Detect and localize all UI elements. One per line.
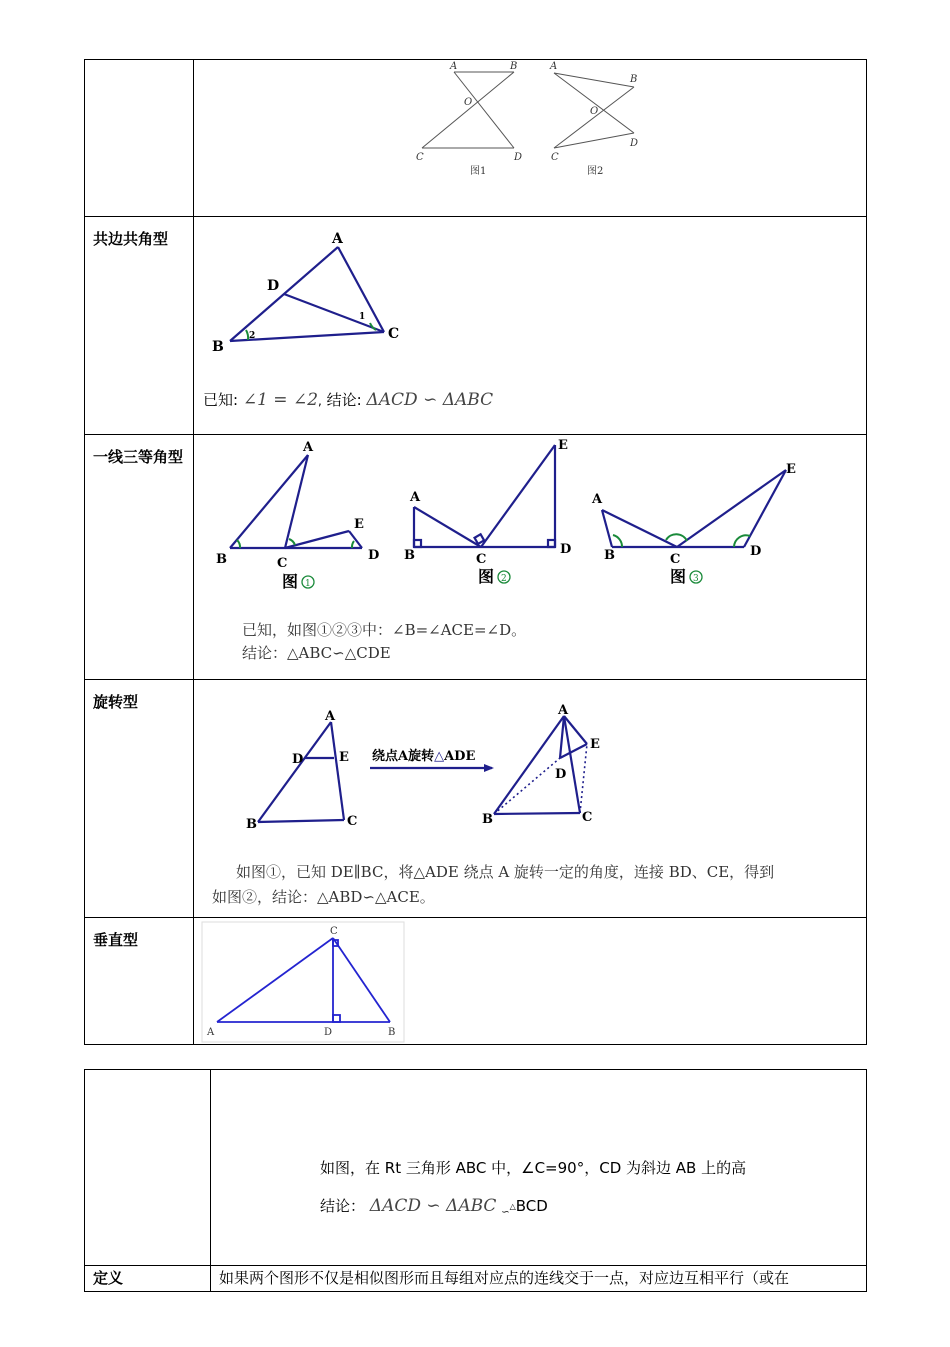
row-label: 定义 (85, 1266, 211, 1292)
p-D: D (324, 1027, 333, 1038)
label-C: C (388, 326, 400, 342)
rr-D: D (555, 767, 567, 782)
rotation-cell (194, 680, 867, 918)
row-label: 垂直型 (85, 918, 194, 1045)
fig2-caption: 图2 (587, 166, 604, 177)
text-line-1: 如图①，已知 DE∥BC，将△ADE 绕点 A 旋转一定的角度，连接 BD、CE，得到 (236, 863, 775, 881)
f3-num: 3 (693, 574, 699, 584)
f2-D: D (560, 542, 572, 557)
text-line-2: 结论：△ABC∽△CDE (242, 644, 391, 662)
line2-prefix: 结论： (320, 1197, 366, 1215)
rotation-figures (194, 680, 866, 840)
rl-A: A (325, 709, 336, 724)
f3-A: A (592, 492, 603, 507)
f2-C: C (476, 552, 487, 567)
right-triangle-line2 (320, 1194, 548, 1225)
f2-caption: 图 (478, 567, 495, 586)
rl-E: E (339, 750, 349, 765)
table-row (85, 60, 867, 217)
table-row (85, 680, 867, 918)
rl-B: B (246, 817, 257, 832)
rr-B: B (482, 812, 493, 827)
known-prefix: 已知: (203, 391, 239, 409)
p-A: A (207, 1027, 215, 1038)
line2-math: ΔACD ∽ ΔABC (369, 1196, 497, 1216)
rr-C: C (582, 810, 593, 825)
f1-B: B (216, 552, 227, 567)
shared-angle-figure (194, 217, 866, 387)
known-math: ∠1 = ∠2 (242, 390, 319, 410)
three-angle-cell (194, 435, 867, 680)
figure-types-table (84, 59, 867, 1045)
three-angle-figures (194, 435, 866, 595)
table-row (85, 1266, 867, 1292)
shared-angle-cell (194, 217, 867, 435)
rl-C: C (347, 814, 358, 829)
f1-num: 1 (305, 579, 311, 589)
fig1-label-A: A (450, 61, 458, 72)
rotation-text (212, 860, 774, 910)
f1-caption: 图 (282, 572, 299, 591)
fig2-label-D: D (630, 138, 639, 149)
row-label (85, 1070, 211, 1266)
f1-D: D (368, 548, 380, 563)
x-figures (194, 60, 866, 216)
line2-delta: △ (509, 1202, 516, 1211)
fig2-label-A: A (550, 61, 558, 72)
f2-num: 2 (501, 574, 507, 584)
x-figure-cell (194, 60, 867, 217)
f3-B: B (604, 548, 615, 563)
conclusion-prefix: 结论: (326, 391, 362, 409)
label-A: A (332, 231, 343, 247)
figure-1 (422, 72, 514, 148)
fig2-label-C: C (551, 152, 559, 163)
fig2-label-O: O (590, 106, 599, 117)
f1-E: E (354, 517, 364, 532)
perpendicular-figure (194, 918, 866, 1044)
fig2-label-B: B (630, 74, 638, 85)
row-label: 一线三等角型 (85, 435, 194, 680)
f3-D: D (750, 544, 762, 559)
row-label: 旋转型 (85, 680, 194, 918)
right-triangle-text-cell (211, 1070, 867, 1266)
known-sep: , (318, 394, 322, 408)
table-row (85, 435, 867, 680)
row-label (85, 60, 194, 217)
table-row (85, 918, 867, 1045)
fig1-label-C: C (416, 152, 424, 163)
f3-caption: 图 (670, 567, 687, 586)
angle-2: 2 (249, 331, 256, 341)
definition-table (84, 1069, 867, 1292)
fig1-caption: 图1 (470, 166, 487, 177)
label-D: D (267, 278, 280, 294)
fig1-label-B: B (510, 61, 518, 72)
three-angle-text (242, 619, 526, 665)
table-row (85, 217, 867, 435)
perpendicular-cell (194, 918, 867, 1045)
right-triangle-line1: 如图，在 Rt 三角形 ABC 中，∠C=90°，CD 为斜边 AB 上的高 (320, 1159, 747, 1177)
line2-suffix: BCD (515, 1197, 548, 1215)
f1-A: A (303, 440, 314, 455)
f2-E: E (558, 438, 568, 453)
rr-E: E (590, 737, 600, 752)
text-line-2: 如图②，结论：△ABD∽△ACE。 (212, 888, 435, 906)
row-label: 共边共角型 (85, 217, 194, 435)
rr-A: A (558, 703, 569, 718)
table-row (85, 1070, 867, 1266)
p-B: B (388, 1027, 396, 1038)
conclusion-math: ΔACD ∽ ΔABC (366, 390, 494, 410)
rl-D: D (292, 752, 304, 767)
fig1-label-O: O (464, 97, 473, 108)
line2-tilde: ∽ (501, 1207, 510, 1218)
arrow-text: 绕点A旋转△ADE (372, 749, 476, 764)
definition-text: 如果两个图形不仅是相似图形而且每组对应点的连线交于一点，对应边互相平行（或在 (211, 1266, 867, 1292)
f2-A: A (410, 490, 421, 505)
known-conclusion (203, 389, 493, 410)
p-C: C (330, 926, 338, 937)
label-B: B (212, 339, 224, 355)
text-line-1: 已知，如图①②③中：∠B=∠ACE=∠D。 (242, 621, 527, 639)
angle-1: 1 (359, 312, 366, 322)
f2-B: B (404, 548, 415, 563)
f3-C: C (670, 552, 681, 567)
f3-E: E (786, 462, 796, 477)
fig1-label-D: D (514, 152, 523, 163)
f1-C: C (277, 556, 288, 571)
